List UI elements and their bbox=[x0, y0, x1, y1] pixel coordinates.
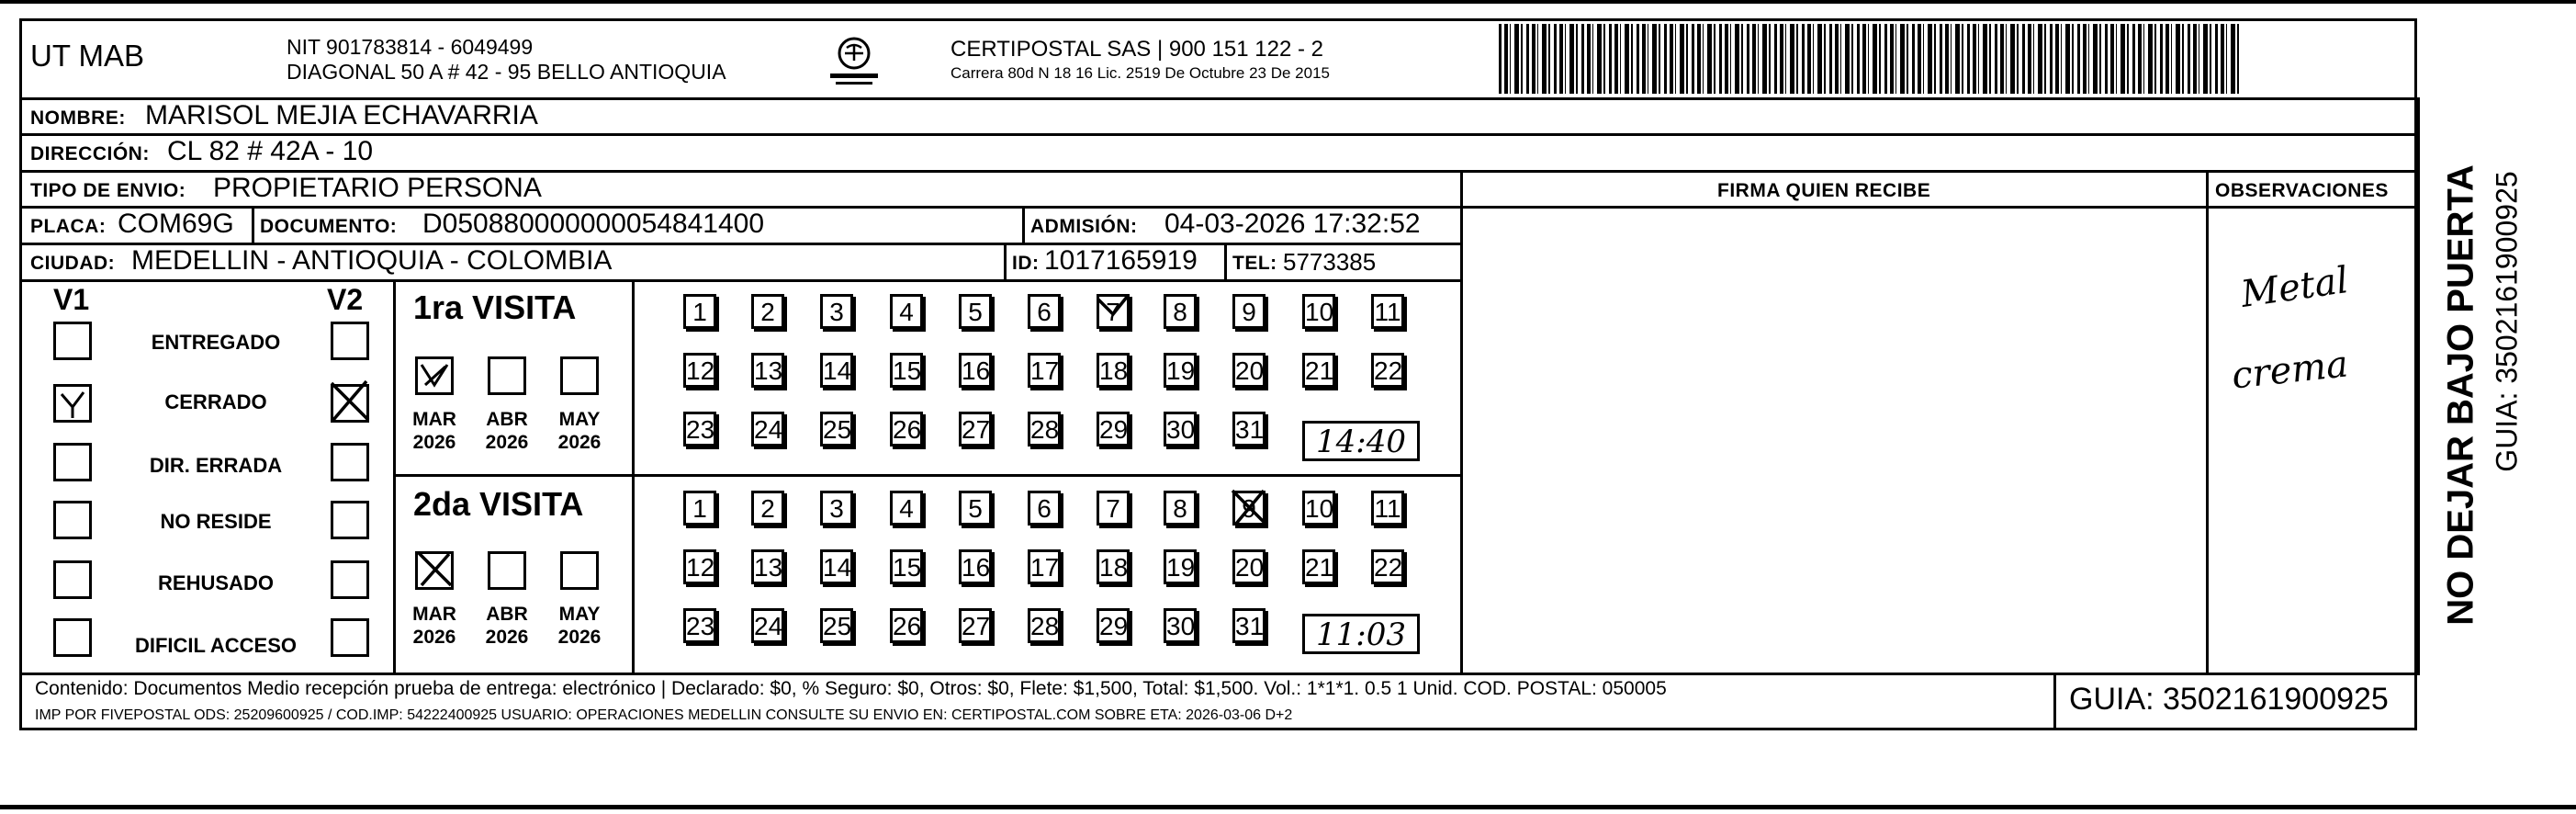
v1-checkbox-entregado[interactable] bbox=[53, 322, 92, 360]
footer-guia: GUIA: 3502161900925 bbox=[2069, 682, 2389, 717]
second-visit-day-9[interactable]: 9 bbox=[1232, 491, 1266, 526]
first-visit-day-22[interactable]: 22 bbox=[1371, 353, 1404, 388]
first-visit-day-21[interactable]: 21 bbox=[1302, 353, 1335, 388]
first-visit-day-31[interactable]: 31 bbox=[1232, 412, 1266, 447]
certipostal-logo bbox=[827, 35, 882, 90]
second-visit-day-21[interactable]: 21 bbox=[1302, 549, 1335, 584]
second-month-check-mark bbox=[416, 550, 453, 587]
second-visit-month-may[interactable] bbox=[560, 551, 599, 590]
second-month-may-label: MAY 2026 bbox=[557, 604, 602, 648]
admision-value: 04-03-2026 17:32:52 bbox=[1164, 209, 1421, 239]
documento-value: D050880000000054841400 bbox=[422, 209, 765, 239]
first-visit-month-abr[interactable] bbox=[488, 356, 526, 395]
side-warning-text: NO DEJAR BAJO PUERTA bbox=[2440, 164, 2481, 626]
second-month-abr-label: ABR 2026 bbox=[485, 604, 529, 648]
v1-checkbox-dificil-acceso[interactable] bbox=[53, 618, 92, 657]
second-visit-day-17[interactable]: 17 bbox=[1028, 549, 1061, 584]
second-visit-day-12[interactable]: 12 bbox=[683, 549, 716, 584]
first-visit-day-26[interactable]: 26 bbox=[890, 412, 923, 447]
first-visit-day-11[interactable]: 11 bbox=[1371, 294, 1404, 329]
certipostal-license: Carrera 80d N 18 16 Lic. 2519 De Octubre 23 De 2015 bbox=[951, 64, 1330, 82]
first-visit-day-14[interactable]: 14 bbox=[820, 353, 853, 388]
nombre-label: NOMBRE: bbox=[30, 107, 126, 129]
id-label: ID: bbox=[1012, 253, 1040, 274]
first-visit-day-13[interactable]: 13 bbox=[751, 353, 784, 388]
visits-divider bbox=[393, 474, 1463, 477]
first-visit-day-2[interactable]: 2 bbox=[751, 294, 784, 329]
first-visit-day-23[interactable]: 23 bbox=[683, 412, 716, 447]
status-dificil-acceso-label: DIFICIL ACCESO bbox=[134, 634, 297, 657]
tipo-envio-label: TIPO DE ENVIO: bbox=[30, 180, 186, 201]
second-visit-day-31[interactable]: 31 bbox=[1232, 608, 1266, 643]
first-visit-day-8[interactable]: 8 bbox=[1164, 294, 1197, 329]
first-visit-day-3[interactable]: 3 bbox=[820, 294, 853, 329]
first-visit-day-24[interactable]: 24 bbox=[751, 412, 784, 447]
documento-label: DOCUMENTO: bbox=[260, 216, 398, 237]
second-visit-day-18[interactable]: 18 bbox=[1097, 549, 1130, 584]
first-visit-day-10[interactable]: 10 bbox=[1302, 294, 1335, 329]
admision-label: ADMISIÓN: bbox=[1030, 216, 1138, 237]
v2-check-mark bbox=[328, 379, 372, 424]
second-visit-day-4[interactable]: 4 bbox=[890, 491, 923, 526]
first-visit-day-7[interactable]: 7 bbox=[1097, 294, 1130, 329]
direccion-value: CL 82 # 42A - 10 bbox=[167, 136, 374, 166]
second-visit-day-13[interactable]: 13 bbox=[751, 549, 784, 584]
second-visit-day-16[interactable]: 16 bbox=[959, 549, 992, 584]
footer-contenido: Contenido: Documentos Medio recepción prueba de entrega: electrónico | Declarado: $0, % Seguro: $0, Otros: $0, Flete: $1,500, Total: $1,500. Vol.: 1*1*1. 0.5 1 Unid. COD. POSTAL: 050005 bbox=[35, 678, 1667, 699]
placa-label: PLACA: bbox=[30, 216, 107, 237]
first-visit-day-29[interactable]: 29 bbox=[1097, 412, 1130, 447]
first-visit-day-20[interactable]: 20 bbox=[1232, 353, 1266, 388]
first-visit-title: 1ra VISITA bbox=[413, 288, 577, 326]
v1-check-mark bbox=[56, 387, 89, 420]
id-divider bbox=[1004, 243, 1007, 279]
second-visit-day-25[interactable]: 25 bbox=[820, 608, 853, 643]
first-visit-day-12[interactable]: 12 bbox=[683, 353, 716, 388]
second-month-mar-label: MAR 2026 bbox=[412, 604, 456, 648]
v1-label: V1 bbox=[53, 283, 90, 316]
second-visit-day-26[interactable]: 26 bbox=[890, 608, 923, 643]
status-dir-errada-label: DIR. ERRADA bbox=[149, 454, 283, 477]
v1-checkbox-cerrado[interactable] bbox=[53, 384, 92, 423]
row-divider-1 bbox=[19, 133, 2417, 136]
first-visit-day-25[interactable]: 25 bbox=[820, 412, 853, 447]
second-visit-day-8[interactable]: 8 bbox=[1164, 491, 1197, 526]
first-visit-day-15[interactable]: 15 bbox=[890, 353, 923, 388]
second-visit-day-15[interactable]: 15 bbox=[890, 549, 923, 584]
second-visit-month-mar[interactable] bbox=[415, 551, 454, 590]
second-visit-day-11[interactable]: 11 bbox=[1371, 491, 1404, 526]
second-visit-day-2[interactable]: 2 bbox=[751, 491, 784, 526]
first-visit-day-5[interactable]: 5 bbox=[959, 294, 992, 329]
second-visit-day-24[interactable]: 24 bbox=[751, 608, 784, 643]
footer-divider bbox=[19, 673, 2420, 675]
certipostal-name: CERTIPOSTAL SAS | 900 151 122 - 2 bbox=[951, 37, 1323, 62]
v2-label: V2 bbox=[327, 283, 364, 316]
second-visit-day-29[interactable]: 29 bbox=[1097, 608, 1130, 643]
first-month-may-label: MAY 2026 bbox=[557, 409, 602, 453]
side-panel-divider bbox=[2417, 97, 2420, 673]
footer-guia-divider bbox=[2053, 673, 2056, 728]
first-visit-day-17[interactable]: 17 bbox=[1028, 353, 1061, 388]
first-visit-month-may[interactable] bbox=[560, 356, 599, 395]
first-visit-day-18[interactable]: 18 bbox=[1097, 353, 1130, 388]
second-visit-day-23[interactable]: 23 bbox=[683, 608, 716, 643]
firma-label: FIRMA QUIEN RECIBE bbox=[1717, 180, 1931, 201]
ciudad-value: MEDELLIN - ANTIOQUIA - COLOMBIA bbox=[131, 245, 613, 276]
second-visit-day-19[interactable]: 19 bbox=[1164, 549, 1197, 584]
first-visit-day-16[interactable]: 16 bbox=[959, 353, 992, 388]
v2-checkbox-cerrado[interactable] bbox=[331, 384, 369, 423]
second-visit-day-7[interactable]: 7 bbox=[1097, 491, 1130, 526]
first-visit-day-28[interactable]: 28 bbox=[1028, 412, 1061, 447]
tel-label: TEL: bbox=[1232, 253, 1277, 274]
second-visit-day-30[interactable]: 30 bbox=[1164, 608, 1197, 643]
v1-checkbox-dir-errada[interactable] bbox=[53, 443, 92, 481]
status-cerrado-label: CERRADO bbox=[164, 390, 267, 413]
first-visit-day-30[interactable]: 30 bbox=[1164, 412, 1197, 447]
first-visit-day-27[interactable]: 27 bbox=[959, 412, 992, 447]
observaciones-left-border bbox=[2206, 170, 2209, 673]
bottom-edge-line bbox=[0, 805, 2576, 809]
company-nit: NIT 901783814 - 6049499 bbox=[287, 35, 534, 59]
status-no-reside-label: NO RESIDE bbox=[160, 510, 272, 533]
second-visit-day-27[interactable]: 27 bbox=[959, 608, 992, 643]
first-visit-day-1[interactable]: 1 bbox=[683, 294, 716, 329]
v1-checkbox-no-reside[interactable] bbox=[53, 501, 92, 539]
observacion-line-1: Metal bbox=[2238, 259, 2351, 316]
company-address: DIAGONAL 50 A # 42 - 95 BELLO ANTIOQUIA bbox=[287, 60, 726, 84]
second-visit-day-5[interactable]: 5 bbox=[959, 491, 992, 526]
second-visit-day-mark bbox=[1229, 487, 1269, 527]
second-visit-day-10[interactable]: 10 bbox=[1302, 491, 1335, 526]
v2-checkbox-no-reside[interactable] bbox=[331, 501, 369, 539]
first-visit-day-19[interactable]: 19 bbox=[1164, 353, 1197, 388]
second-visit-day-3[interactable]: 3 bbox=[820, 491, 853, 526]
second-visit-handwritten-time: 11:03 bbox=[1302, 614, 1420, 654]
footer-imp: IMP POR FIVEPOSTAL ODS: 25209600925 / COD.IMP: 54222400925 USUARIO: OPERACIONES MEDELLIN CONSULTE SU ENVIO EN: CERTIPOSTAL.COM SOBRE ETA: 2026-03-06 D+2 bbox=[35, 707, 1293, 723]
second-visit-month-abr[interactable] bbox=[488, 551, 526, 590]
placa-value: COM69G bbox=[118, 209, 234, 239]
first-visit-month-mar[interactable] bbox=[415, 356, 454, 395]
ciudad-label: CIUDAD: bbox=[30, 253, 116, 274]
company-name: UT MAB bbox=[30, 39, 145, 73]
second-visit-day-20[interactable]: 20 bbox=[1232, 549, 1266, 584]
first-month-check-mark bbox=[418, 359, 451, 392]
admision-divider bbox=[1022, 206, 1025, 243]
placa-divider bbox=[252, 206, 254, 243]
observaciones-label: OBSERVACIONES bbox=[2215, 180, 2389, 201]
first-visit-day-4[interactable]: 4 bbox=[890, 294, 923, 329]
row-divider-5 bbox=[19, 279, 1463, 282]
first-month-abr-label: ABR 2026 bbox=[485, 409, 529, 453]
nombre-value: MARISOL MEJIA ECHAVARRIA bbox=[145, 100, 538, 130]
observacion-line-2: crema bbox=[2229, 343, 2351, 398]
first-visit-day-9[interactable]: 9 bbox=[1232, 294, 1266, 329]
v2-checkbox-entregado[interactable] bbox=[331, 322, 369, 360]
status-entregado-label: ENTREGADO bbox=[151, 331, 281, 354]
first-month-mar-label: MAR 2026 bbox=[412, 409, 456, 453]
tel-value: 5773385 bbox=[1283, 248, 1377, 276]
v2-checkbox-dir-errada[interactable] bbox=[331, 443, 369, 481]
tipo-envio-value: PROPIETARIO PERSONA bbox=[213, 173, 542, 203]
v2-checkbox-rehusado[interactable] bbox=[331, 560, 369, 599]
first-visit-day-mark bbox=[1093, 290, 1133, 331]
direccion-label: DIRECCIÓN: bbox=[30, 143, 150, 164]
second-visit-day-6[interactable]: 6 bbox=[1028, 491, 1061, 526]
second-visit-title: 2da VISITA bbox=[413, 485, 584, 523]
first-visit-day-6[interactable]: 6 bbox=[1028, 294, 1061, 329]
status-rehusado-label: REHUSADO bbox=[158, 571, 274, 594]
firma-left-border bbox=[1460, 170, 1463, 673]
v2-checkbox-dificil-acceso[interactable] bbox=[331, 618, 369, 657]
tel-divider bbox=[1224, 243, 1227, 279]
v1-checkbox-rehusado[interactable] bbox=[53, 560, 92, 599]
second-visit-day-1[interactable]: 1 bbox=[683, 491, 716, 526]
top-edge-line bbox=[0, 0, 2576, 4]
first-visit-handwritten-time: 14:40 bbox=[1302, 421, 1420, 461]
second-visit-day-22[interactable]: 22 bbox=[1371, 549, 1404, 584]
barcode bbox=[1499, 24, 2243, 94]
id-value: 1017165919 bbox=[1044, 245, 1198, 276]
side-guia-text: GUIA: 3502161900925 bbox=[2490, 171, 2524, 472]
second-visit-day-14[interactable]: 14 bbox=[820, 549, 853, 584]
second-visit-day-28[interactable]: 28 bbox=[1028, 608, 1061, 643]
